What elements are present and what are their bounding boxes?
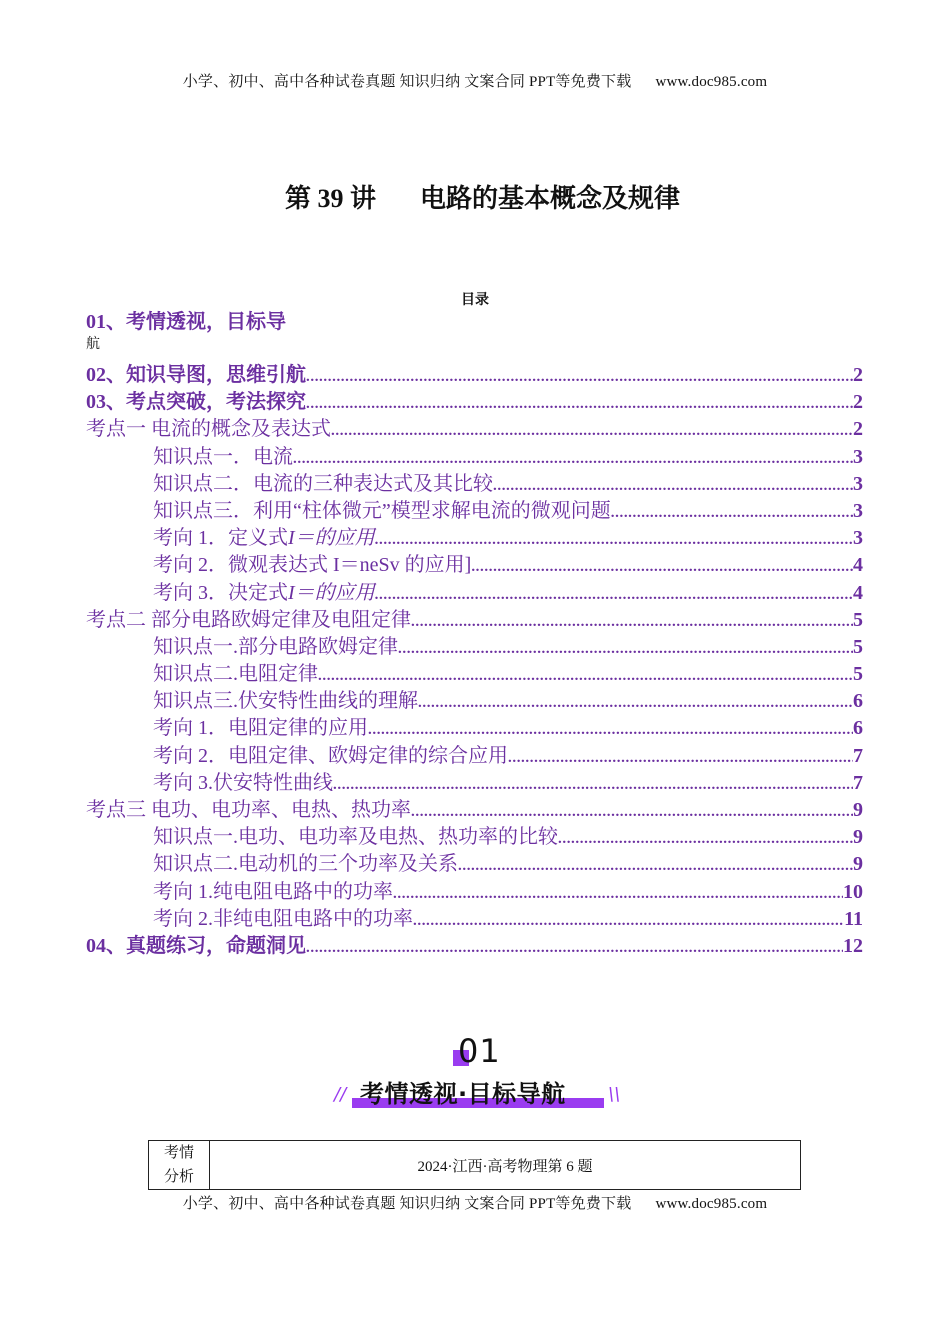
- toc-entry-text: 知识点一．电流: [153, 445, 293, 468]
- slash-decoration-left-icon: //: [334, 1084, 347, 1105]
- toc-entry-text: 02、知识导图，思维引航: [86, 364, 306, 386]
- toc-page-number: 10: [843, 880, 863, 903]
- toc-page-number: 4: [853, 581, 863, 604]
- toc-entry[interactable]: [86, 580, 863, 607]
- toc-entry[interactable]: [86, 362, 863, 389]
- toc-entry-formula: I＝的应用: [288, 527, 375, 550]
- toc-dot-leader: [508, 745, 853, 772]
- toc-entry[interactable]: [86, 715, 863, 742]
- toc-page-number: 3: [853, 499, 863, 522]
- analysis-table: [148, 1140, 801, 1190]
- toc-dot-leader: [411, 609, 853, 636]
- toc-entry[interactable]: [86, 770, 863, 797]
- toc-dot-leader: [375, 527, 853, 554]
- toc-page-number: 3: [853, 472, 863, 495]
- toc-entry-text: 01、考情透视，目标导: [86, 311, 286, 333]
- toc-dot-leader: [413, 908, 844, 935]
- analysis-label-line2: 分析: [163, 1169, 194, 1185]
- toc-entry[interactable]: [86, 607, 863, 634]
- analysis-label-cell: [149, 1141, 210, 1190]
- toc-entry[interactable]: [86, 634, 863, 661]
- toc-entry[interactable]: [86, 824, 863, 851]
- toc-entry-text: 知识点三.伏安特性曲线的理解: [153, 690, 418, 713]
- toc-page-number: 2: [853, 391, 863, 414]
- toc-entry-text: 03、考点突破，考法探究: [86, 391, 306, 414]
- toc-dot-leader: [293, 446, 853, 473]
- toc-entry-text: 考向 2.非纯电阻电路中的功率: [153, 907, 413, 930]
- toc-entry[interactable]: [86, 688, 863, 715]
- toc-page-number: 12: [843, 934, 863, 957]
- footer-tagline: 小学、初中、高中各种试卷真题 知识归纳 文案合同 PPT等免费下载: [182, 1196, 632, 1212]
- toc-page-number: 5: [853, 608, 863, 631]
- toc-dot-leader: [493, 473, 853, 500]
- toc-page-number: 4: [853, 554, 863, 577]
- toc-entry-text: 考点一 电流的概念及表达式: [86, 418, 331, 441]
- toc-entry[interactable]: [86, 879, 863, 906]
- toc-entry[interactable]: [86, 498, 863, 525]
- toc-page-number: 7: [853, 744, 863, 767]
- toc-entry-text: 考向 1．电阻定律的应用: [153, 717, 368, 740]
- toc-entry-text: 考点三 电功、电功率、电热、热功率: [86, 799, 411, 821]
- toc-entry-text: 知识点二．电流的三种表达式及其比较: [153, 472, 493, 495]
- toc-entry[interactable]: [86, 933, 863, 960]
- toc-entry-text: 考向 3．决定式: [153, 581, 288, 604]
- toc-entry-text: 考向 2．微观表达式 I＝neSv 的应用]: [153, 554, 472, 577]
- toc-entry-text: 考向 2．电阻定律、欧姆定律的综合应用: [153, 744, 508, 767]
- slash-decoration-right-icon: \\: [608, 1084, 621, 1105]
- page-header: [0, 70, 950, 91]
- toc-entry-01[interactable]: [86, 308, 863, 336]
- toc-dot-leader: [306, 364, 853, 391]
- toc-entry[interactable]: [86, 797, 863, 824]
- toc-page-number: 2: [853, 364, 863, 386]
- header-tagline: 小学、初中、高中各种试卷真题 知识归纳 文案合同 PPT等免费下载: [182, 74, 632, 90]
- toc-entry[interactable]: [86, 444, 863, 471]
- toc-dot-leader: [368, 717, 853, 744]
- toc-page-number: 9: [853, 826, 863, 849]
- toc-entry-text: 知识点一.电功、电功率及电热、热功率的比较: [153, 826, 558, 849]
- toc-dot-leader: [393, 881, 843, 908]
- toc-entry[interactable]: [86, 851, 863, 878]
- toc-page-number: 7: [853, 771, 863, 794]
- page-footer: [0, 1192, 950, 1213]
- toc-page-number: 6: [853, 717, 863, 740]
- toc-entry-text: 考向 3.伏安特性曲线: [153, 771, 333, 794]
- header-site-link[interactable]: www.doc985.com: [655, 74, 768, 90]
- section-badge: [0, 1032, 950, 1116]
- toc-entry[interactable]: [86, 552, 863, 579]
- toc-entry-text: 知识点二.电动机的三个功率及关系: [153, 853, 458, 876]
- toc-entry[interactable]: [86, 743, 863, 770]
- toc-page-number: 3: [853, 527, 863, 550]
- toc-dot-leader: [458, 853, 853, 880]
- toc-dot-leader: [611, 500, 853, 527]
- page-title: [0, 178, 950, 215]
- toc-page-number: 9: [853, 853, 863, 876]
- toc-entry-text: 04、真题练习，命题洞见: [86, 934, 306, 957]
- toc-list: [86, 362, 863, 960]
- toc-entry-text: 考点二 部分电路欧姆定律及电阻定律: [86, 608, 411, 631]
- section-label: 考情透视·目标导航: [360, 1080, 566, 1108]
- toc-entry[interactable]: [86, 906, 863, 933]
- toc-dot-leader: [418, 690, 853, 717]
- toc-page-number: 11: [844, 907, 863, 930]
- toc-entry[interactable]: [86, 471, 863, 498]
- toc-entry-text: 知识点二.电阻定律: [153, 663, 318, 686]
- toc-dot-leader: [375, 582, 853, 609]
- lecture-number: 第 39 讲: [284, 184, 376, 213]
- analysis-label-line1: 考情: [163, 1145, 194, 1161]
- toc-entry-01-wrap: 航: [86, 337, 100, 352]
- toc-entry-formula: I＝的应用: [288, 581, 375, 604]
- analysis-value-cell: 2024·江西·高考物理第 6 题: [210, 1141, 801, 1190]
- toc-entry-text: 知识点三．利用“柱体微元”模型求解电流的微观问题: [153, 499, 611, 522]
- toc-entry-text: 考向 1.纯电阻电路中的功率: [153, 880, 393, 903]
- toc-page-number: 6: [853, 690, 863, 713]
- toc-page-number: 5: [853, 635, 863, 658]
- toc-page-number: 3: [853, 445, 863, 468]
- toc-entry[interactable]: [86, 416, 863, 443]
- toc-page-number: 5: [853, 663, 863, 686]
- toc-dot-leader: [333, 772, 853, 799]
- toc-entry[interactable]: [86, 525, 863, 552]
- section-number: 01: [458, 1032, 501, 1070]
- table-of-contents: [86, 308, 863, 960]
- toc-entry[interactable]: [86, 661, 863, 688]
- toc-dot-leader: [398, 636, 853, 663]
- toc-dot-leader: [306, 935, 843, 962]
- footer-site-link[interactable]: www.doc985.com: [655, 1196, 768, 1212]
- toc-page-number: 2: [853, 418, 863, 441]
- toc-heading: 目录: [461, 292, 489, 308]
- toc-dot-leader: [411, 799, 853, 826]
- lecture-subject: 电路的基本概念及规律: [420, 184, 681, 213]
- toc-dot-leader: [471, 554, 853, 581]
- toc-dot-leader: [318, 663, 853, 690]
- toc-entry-text: 考向 1．定义式: [153, 527, 288, 550]
- toc-dot-leader: [558, 826, 853, 853]
- toc-dot-leader: [331, 418, 853, 445]
- toc-entry-text: 知识点一.部分电路欧姆定律: [153, 635, 398, 658]
- toc-dot-leader: [306, 391, 853, 418]
- toc-entry[interactable]: [86, 389, 863, 416]
- toc-page-number: 9: [853, 799, 863, 821]
